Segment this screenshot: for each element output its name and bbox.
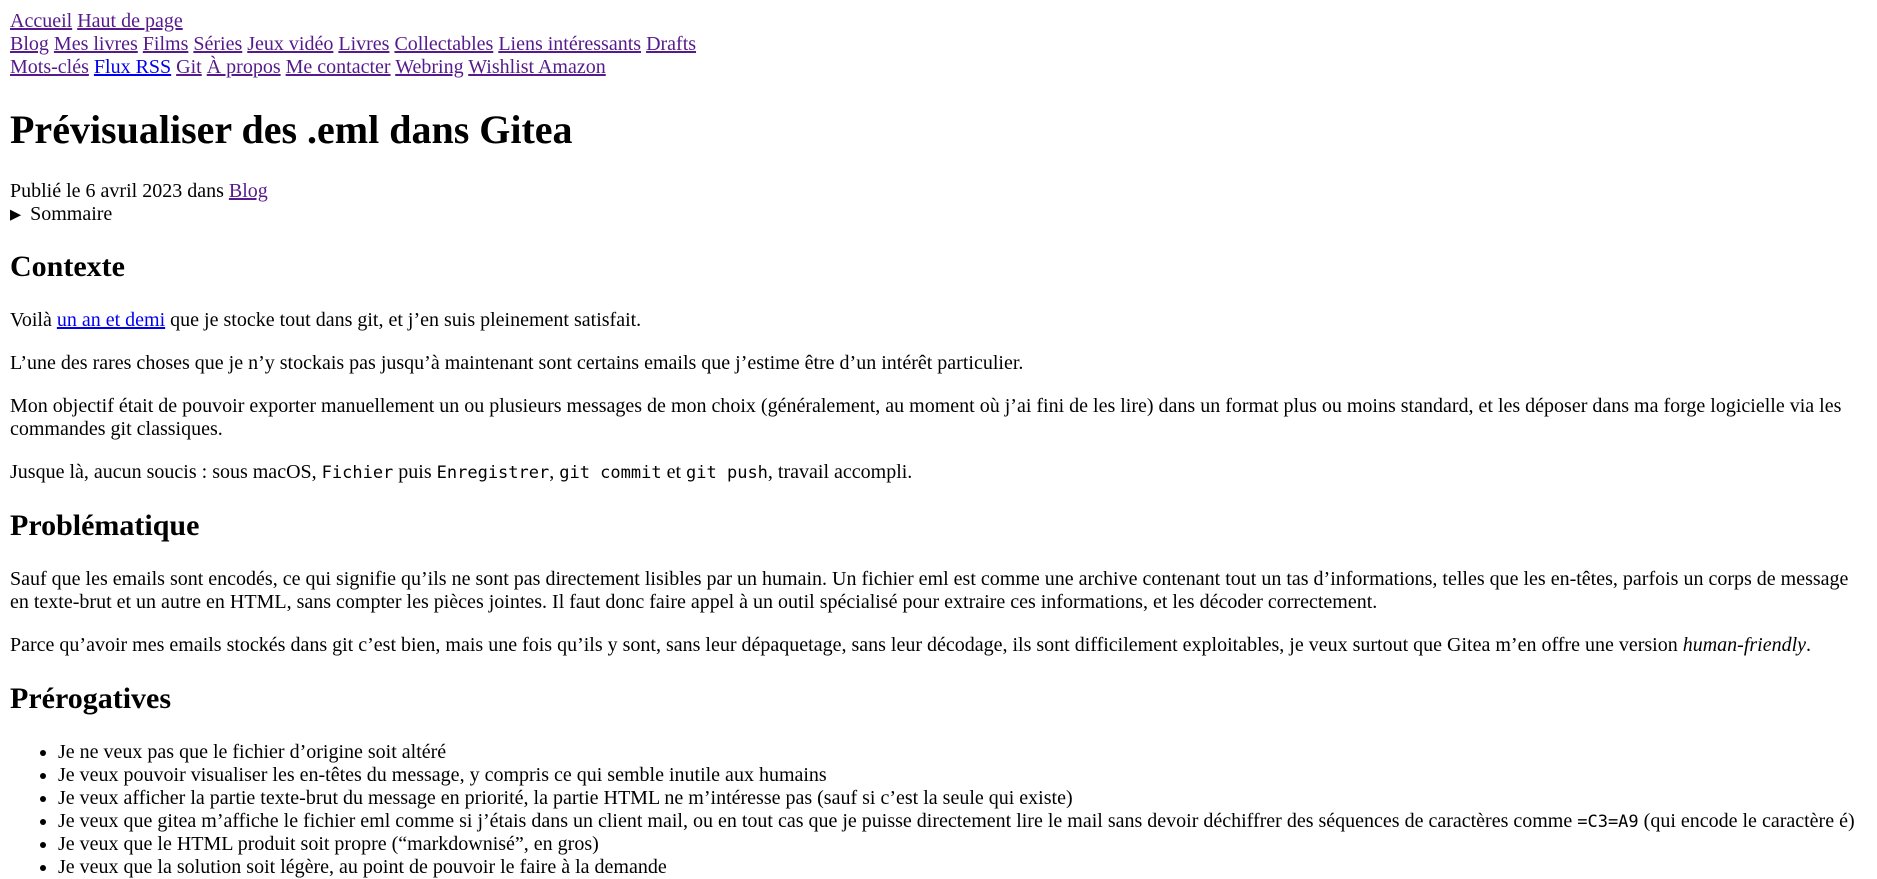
code-enregistrer: Enregistrer <box>436 463 550 484</box>
list-item: • Je ne veux pas que le fichier d’origine soit altéré <box>58 741 1867 764</box>
section-prerogatives <box>10 682 1867 879</box>
nav-link-webring[interactable]: Webring <box>395 56 464 78</box>
heading-problematique: Problématique <box>10 509 200 543</box>
toc-summary-label: Sommaire <box>30 202 113 225</box>
link-un-an-et-demi[interactable]: un an et demi <box>56 309 166 332</box>
page-title: Prévisualiser des .eml dans Gitea <box>10 106 573 152</box>
nav-link-series[interactable]: Séries <box>193 33 243 55</box>
emphasis-human-friendly: human-friendly <box>1682 634 1807 657</box>
prerogatives-list <box>10 741 1867 879</box>
disclosure-triangle-icon: ▶ <box>10 206 22 223</box>
nav-link-jeux-video[interactable]: Jeux vidéo <box>247 33 334 55</box>
paragraph: Parce qu’avoir mes emails stockés dans git c’est bien, mais une fois qu’ils y sont, sans leur dépaquetage, sans leur décodage, ils sont difficilement exploitables, je veux surtout que Gitea m’en offre une version human-friendly. <box>10 634 1812 657</box>
list-item: • Je veux que le HTML produit soit propre (“markdownisé”, en gros) <box>58 833 1867 856</box>
nav-link-films[interactable]: Films <box>142 33 189 55</box>
toc-details <box>10 203 1867 226</box>
blog-article <box>10 106 1867 879</box>
paragraph: Voilà un an et demi que je stocke tout dans git, et j’en suis pleinement satisfait. <box>10 309 642 332</box>
nav-link-accueil[interactable]: Accueil <box>10 10 73 32</box>
post-meta <box>10 180 1867 203</box>
toc-summary[interactable] <box>10 203 1867 226</box>
heading-prerogatives: Prérogatives <box>10 682 172 716</box>
list-item: • Je veux que la solution soit légère, au point de pouvoir le faire à la demande <box>58 856 1867 879</box>
section-contexte <box>10 250 1867 484</box>
nav-link-liens-interessants[interactable]: Liens intéressants <box>498 33 642 55</box>
code-quoted-printable: =C3=A9 <box>1577 811 1639 832</box>
paragraph: Sauf que les emails sont encodés, ce qui signifie qu’ils ne sont pas directement lisibles par un humain. Un fichier eml est comme une archive contenant tout un tas d’informations, telles que les en-têtes, parfois un corps de message en texte-brut et un autre en HTML, sans compter les pièces jointes. Il faut donc faire appel à un outil spécialisé pour extraire ces informations, et les décoder correctement. <box>10 568 1849 614</box>
nav-link-mes-livres[interactable]: Mes livres <box>53 33 138 55</box>
nav-link-git[interactable]: Git <box>176 56 202 78</box>
post-meta-text: Publié le 6 avril 2023 dans <box>10 179 229 202</box>
nav-row-sections <box>10 33 1867 56</box>
nav-link-livres[interactable]: Livres <box>338 33 390 55</box>
code-git-commit: git commit <box>559 463 662 484</box>
paragraph: Mon objectif était de pouvoir exporter manuellement un ou plusieurs messages de mon choix (généralement, au moment où j’ai fini de les lire) dans un format plus ou moins standard, et les déposer dans ma forge logicielle via les commandes git classiques. <box>10 395 1842 441</box>
heading-contexte: Contexte <box>10 250 125 284</box>
nav-link-flux-rss[interactable]: Flux RSS <box>93 56 172 78</box>
paragraph: L’une des rares choses que je n’y stockais pas jusqu’à maintenant sont certains emails que j’estime être d’un intérêt particulier. <box>10 352 1024 375</box>
nav-link-blog[interactable]: Blog <box>10 33 49 55</box>
list-item: • Je veux pouvoir visualiser les en-têtes du message, y compris ce qui semble inutile aux humains <box>58 764 1867 787</box>
nav-row-top <box>10 10 1867 33</box>
nav-link-me-contacter[interactable]: Me contacter <box>285 56 391 78</box>
nav-link-mots-cles[interactable]: Mots-clés <box>10 56 89 78</box>
paragraph: Jusque là, aucun soucis : sous macOS, Fichier puis Enregistrer, git commit et git push, travail accompli. <box>10 461 913 484</box>
category-link-blog[interactable]: Blog <box>228 179 268 202</box>
nav-link-collectables[interactable]: Collectables <box>394 33 494 55</box>
nav-link-haut-de-page[interactable]: Haut de page <box>77 10 183 32</box>
list-item: • Je veux afficher la partie texte-brut du message en priorité, la partie HTML ne m’intéresse pas (sauf si c’est la seule qui existe) <box>58 787 1867 810</box>
nav-link-drafts[interactable]: Drafts <box>646 33 697 55</box>
nav-row-misc <box>10 56 1867 79</box>
nav-link-a-propos[interactable]: À propos <box>206 56 281 78</box>
section-problematique <box>10 509 1867 657</box>
code-git-push: git push <box>686 463 768 484</box>
code-fichier: Fichier <box>321 463 394 484</box>
site-nav <box>10 10 1867 79</box>
nav-link-wishlist-amazon[interactable]: Wishlist Amazon <box>468 56 606 78</box>
list-item: • Je veux que gitea m’affiche le fichier eml comme si j’étais dans un client mail, ou en tout cas que je puisse directement lire le mail sans devoir déchiffrer des séquences de caractères comme =C3=A9 (qui encode le caractère é) <box>58 810 1867 833</box>
